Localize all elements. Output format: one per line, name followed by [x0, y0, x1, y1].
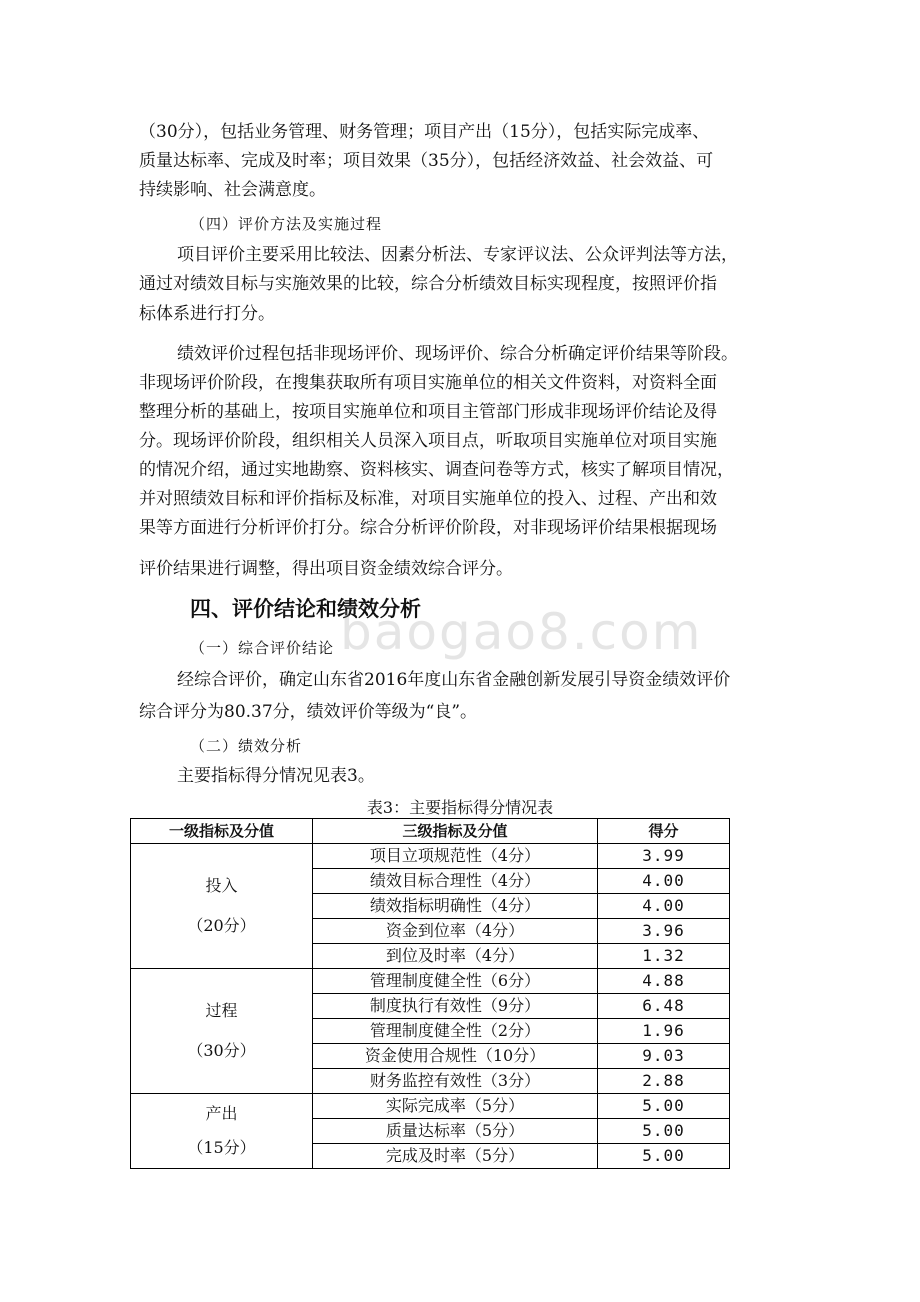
score-cell: 6.48 [598, 994, 730, 1019]
indicator-cell: 绩效指标明确性（4分） [313, 894, 598, 919]
indicator-cell: 项目立项规范性（4分） [313, 844, 598, 869]
category-name: 产出 [205, 1104, 238, 1123]
score-cell: 3.99 [598, 844, 730, 869]
category-points: （30分） [187, 1041, 256, 1060]
indicator-cell: 财务监控有效性（3分） [313, 1069, 598, 1094]
header-score: 得分 [598, 819, 730, 844]
score-cell: 5.00 [598, 1144, 730, 1169]
score-cell: 2.88 [598, 1069, 730, 1094]
indicator-cell: 资金使用合规性（10分） [313, 1044, 598, 1069]
score-cell: 9.03 [598, 1044, 730, 1069]
table-intro: 主要指标得分情况见表3。 [177, 766, 375, 786]
score-cell: 4.00 [598, 894, 730, 919]
category-cell-output [131, 1094, 313, 1169]
category-points: （15分） [187, 1138, 256, 1157]
process-line-3: 整理分析的基础上，按项目实施单位和项目主管部门形成非现场评价结论及得 [139, 402, 717, 422]
score-cell: 5.00 [598, 1119, 730, 1144]
watermark: baogao8.com [340, 603, 703, 661]
table-row [131, 969, 730, 994]
intro-line-1: （30分），包括业务管理、财务管理；项目产出（15分），包括实际完成率、 [139, 122, 710, 142]
table-row [131, 1094, 730, 1119]
indicator-cell: 到位及时率（4分） [313, 944, 598, 969]
section-title-evaluation-method: （四）评价方法及实施过程 [190, 215, 383, 233]
header-level1: 一级指标及分值 [131, 819, 313, 844]
score-cell: 4.88 [598, 969, 730, 994]
indicator-cell: 资金到位率（4分） [313, 919, 598, 944]
process-line-4: 分。现场评价阶段，组织相关人员深入项目点，听取项目实施单位对项目实施 [139, 431, 717, 451]
conclusion-line-1: 经综合评价，确定山东省2016年度山东省金融创新发展引导资金绩效评价 [177, 670, 731, 690]
main-heading: 四、评价结论和绩效分析 [190, 597, 421, 621]
score-cell: 5.00 [598, 1094, 730, 1119]
indicator-cell: 管理制度健全性（2分） [313, 1019, 598, 1044]
method-line-2: 通过对绩效目标与实施效果的比较，综合分析绩效目标实现程度，按照评价指 [139, 274, 717, 294]
score-cell: 1.96 [598, 1019, 730, 1044]
score-table [130, 818, 730, 1169]
indicator-cell: 质量达标率（5分） [313, 1119, 598, 1144]
process-line-8: 评价结果进行调整，得出项目资金绩效综合评分。 [139, 559, 513, 579]
method-line-1: 项目评价主要采用比较法、因素分析法、专家评议法、公众评判法等方法， [177, 245, 738, 265]
indicator-cell: 实际完成率（5分） [313, 1094, 598, 1119]
category-name: 投入 [205, 876, 238, 895]
table-header-row [131, 819, 730, 844]
category-cell-input [131, 844, 313, 969]
category-cell-process [131, 969, 313, 1094]
process-line-1: 绩效评价过程包括非现场评价、现场评价、综合分析确定评价结果等阶段。 [177, 344, 738, 364]
category-name: 过程 [205, 1001, 238, 1020]
score-cell: 4.00 [598, 869, 730, 894]
indicator-cell: 管理制度健全性（6分） [313, 969, 598, 994]
subsection-title-performance: （二）绩效分析 [190, 737, 303, 755]
indicator-cell: 绩效目标合理性（4分） [313, 869, 598, 894]
process-line-7: 果等方面进行分析评价打分。综合分析评价阶段，对非现场评价结果根据现场 [139, 518, 717, 538]
score-cell: 1.32 [598, 944, 730, 969]
subsection-title-conclusion: （一）综合评价结论 [190, 639, 335, 657]
score-cell: 3.96 [598, 919, 730, 944]
table-caption: 表3：主要指标得分情况表 [366, 798, 554, 817]
indicator-cell: 完成及时率（5分） [313, 1144, 598, 1169]
header-level3: 三级指标及分值 [313, 819, 598, 844]
conclusion-line-2: 综合评分为80.37分，绩效评价等级为“良”。 [139, 702, 478, 722]
process-line-2: 非现场评价阶段，在搜集获取所有项目实施单位的相关文件资料，对资料全面 [139, 373, 717, 393]
process-line-6: 并对照绩效目标和评价指标及标准，对项目实施单位的投入、过程、产出和效 [139, 489, 717, 509]
intro-line-2: 质量达标率、完成及时率；项目效果（35分），包括经济效益、社会效益、可 [139, 151, 714, 171]
indicator-cell: 制度执行有效性（9分） [313, 994, 598, 1019]
method-line-3: 标体系进行打分。 [139, 304, 275, 324]
category-points: （20分） [187, 916, 256, 935]
process-line-5: 的情况介绍，通过实地勘察、资料核实、调查问卷等方式，核实了解项目情况， [139, 460, 734, 480]
table-row [131, 844, 730, 869]
intro-line-3: 持续影响、社会满意度。 [139, 180, 326, 200]
